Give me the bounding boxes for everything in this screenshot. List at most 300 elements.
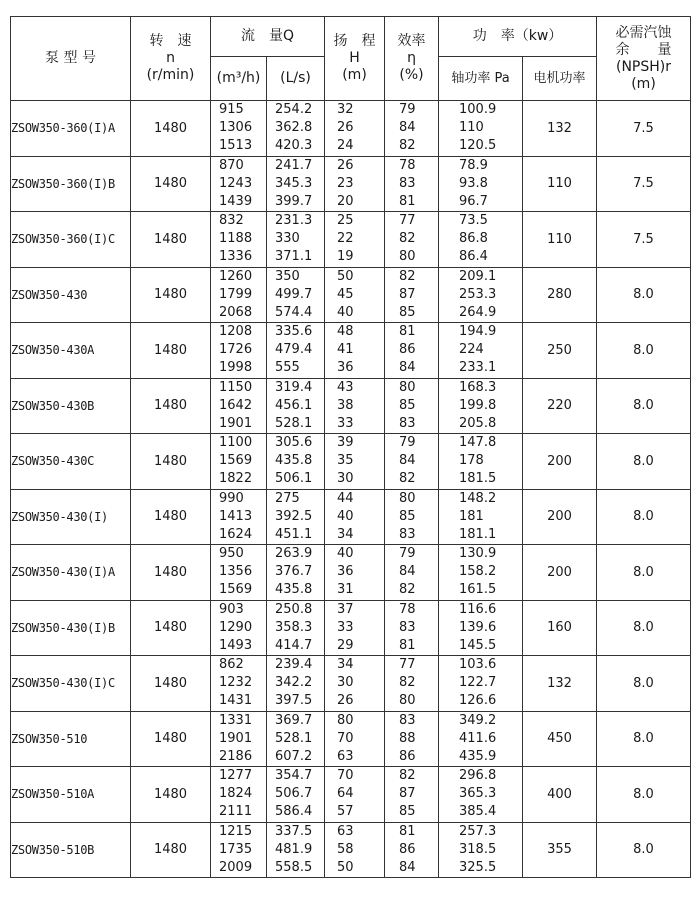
cell-shaft-power-value: 365.3 (459, 786, 497, 802)
cell-efficiency-value: 82 (399, 582, 416, 598)
cell-model: ZSOW350-430(I)C (11, 656, 131, 712)
cell-efficiency-value: 81 (399, 823, 416, 839)
cell-shaft-power (439, 489, 523, 545)
cell-efficiency-value: 82 (399, 231, 416, 247)
header-npsh: 必需汽蚀 余 量 (NPSH)r (m) (597, 17, 691, 101)
cell-flow-m3h-value: 1277 (219, 768, 253, 784)
cell-speed: 1480 (131, 767, 211, 823)
cell-flow-m3h-value: 1439 (219, 193, 253, 209)
cell-shaft-power-value: 257.3 (459, 823, 497, 839)
cell-shaft-power-value: 178 (459, 453, 484, 469)
cell-shaft-power-value: 158.2 (459, 564, 497, 580)
cell-efficiency-value: 86 (399, 342, 416, 358)
cell-shaft-power-value: 264.9 (459, 304, 497, 320)
pump-spec-table (10, 16, 691, 878)
cell-flow-m3h-value: 1150 (219, 379, 253, 395)
cell-flow-ls-value: 358.3 (275, 619, 313, 635)
header-power: 功 率（kw） (439, 17, 597, 57)
cell-flow-m3h-value: 915 (219, 102, 244, 118)
cell-npsh: 8.0 (597, 489, 691, 545)
cell-efficiency-value: 78 (399, 157, 416, 173)
cell-head (325, 378, 385, 434)
cell-flow-m3h-value: 1642 (219, 397, 253, 413)
cell-flow-ls (267, 378, 325, 434)
cell-efficiency-value: 86 (399, 841, 416, 857)
cell-flow-ls-value: 506.1 (275, 471, 313, 487)
cell-flow-m3h-value: 1493 (219, 637, 253, 653)
table-row (11, 267, 691, 323)
cell-shaft-power-value: 100.9 (459, 102, 497, 118)
cell-efficiency-value: 87 (399, 286, 416, 302)
cell-head (325, 323, 385, 379)
cell-efficiency (385, 600, 439, 656)
cell-efficiency-value: 82 (399, 471, 416, 487)
cell-flow-m3h-value: 1188 (219, 231, 253, 247)
cell-model: ZSOW350-430C (11, 434, 131, 490)
cell-efficiency (385, 267, 439, 323)
cell-flow-ls-value: 499.7 (275, 286, 313, 302)
cell-motor-power: 200 (523, 489, 597, 545)
cell-efficiency-value: 83 (399, 526, 416, 542)
header-flow-m3h: (m³/h) (211, 57, 267, 101)
cell-npsh: 7.5 (597, 212, 691, 268)
cell-flow-m3h (211, 656, 267, 712)
cell-motor-power: 200 (523, 434, 597, 490)
cell-flow-ls-value: 337.5 (275, 823, 313, 839)
cell-efficiency-value: 83 (399, 619, 416, 635)
cell-head (325, 656, 385, 712)
cell-shaft-power (439, 212, 523, 268)
cell-head-value: 37 (337, 601, 354, 617)
cell-efficiency-value: 84 (399, 120, 416, 136)
cell-head-value: 25 (337, 213, 354, 229)
cell-head (325, 434, 385, 490)
cell-efficiency-value: 79 (399, 435, 416, 451)
cell-efficiency-value: 80 (399, 249, 416, 265)
cell-head-value: 20 (337, 193, 354, 209)
cell-head (325, 822, 385, 878)
cell-head-value: 36 (337, 564, 354, 580)
table-row (11, 600, 691, 656)
cell-flow-m3h-value: 1100 (219, 435, 253, 451)
cell-shaft-power-value: 145.5 (459, 637, 497, 653)
cell-efficiency-value: 85 (399, 508, 416, 524)
cell-efficiency-value: 85 (399, 304, 416, 320)
cell-flow-ls-value: 376.7 (275, 564, 313, 580)
cell-flow-ls-value: 241.7 (275, 157, 313, 173)
cell-motor-power: 110 (523, 212, 597, 268)
cell-head-value: 57 (337, 804, 354, 820)
cell-motor-power: 355 (523, 822, 597, 878)
cell-model: ZSOW350-430B (11, 378, 131, 434)
cell-npsh: 8.0 (597, 545, 691, 601)
cell-head (325, 101, 385, 157)
cell-flow-ls-value: 451.1 (275, 526, 313, 542)
cell-shaft-power-value: 205.8 (459, 415, 497, 431)
cell-flow-m3h-value: 2009 (219, 859, 253, 875)
header-speed: 转 速 n (r/min) (131, 17, 211, 101)
cell-flow-ls (267, 656, 325, 712)
header-efficiency: 效率 η (%) (385, 17, 439, 101)
cell-flow-m3h-value: 2186 (219, 748, 253, 764)
cell-flow-ls (267, 600, 325, 656)
cell-speed: 1480 (131, 600, 211, 656)
pump-spec-sheet (10, 16, 690, 878)
cell-head-value: 19 (337, 249, 354, 265)
cell-head-value: 40 (337, 508, 354, 524)
cell-efficiency-value: 79 (399, 102, 416, 118)
cell-flow-m3h (211, 434, 267, 490)
cell-head-value: 48 (337, 324, 354, 340)
cell-flow-ls (267, 434, 325, 490)
cell-motor-power: 200 (523, 545, 597, 601)
cell-flow-m3h-value: 1569 (219, 582, 253, 598)
cell-efficiency-value: 79 (399, 546, 416, 562)
cell-flow-m3h (211, 600, 267, 656)
cell-flow-m3h-value: 1513 (219, 138, 253, 154)
cell-flow-m3h-value: 870 (219, 157, 244, 173)
cell-head (325, 600, 385, 656)
cell-shaft-power-value: 385.4 (459, 804, 497, 820)
table-row (11, 212, 691, 268)
cell-model: ZSOW350-360(I)A (11, 101, 131, 157)
table-row (11, 323, 691, 379)
cell-shaft-power (439, 711, 523, 767)
cell-shaft-power (439, 656, 523, 712)
cell-head-value: 43 (337, 379, 354, 395)
cell-shaft-power-value: 296.8 (459, 768, 497, 784)
cell-flow-ls-value: 456.1 (275, 397, 313, 413)
cell-flow-m3h-value: 1624 (219, 526, 253, 542)
cell-efficiency-value: 83 (399, 175, 416, 191)
cell-flow-ls-value: 231.3 (275, 213, 313, 229)
cell-flow-ls-value: 481.9 (275, 841, 313, 857)
cell-shaft-power (439, 101, 523, 157)
table-row (11, 156, 691, 212)
cell-shaft-power-value: 103.6 (459, 657, 497, 673)
cell-model: ZSOW350-430(I)A (11, 545, 131, 601)
cell-npsh: 8.0 (597, 434, 691, 490)
cell-flow-m3h-value: 1215 (219, 823, 253, 839)
cell-speed: 1480 (131, 434, 211, 490)
cell-flow-ls (267, 212, 325, 268)
cell-head-value: 26 (337, 120, 354, 136)
cell-npsh: 8.0 (597, 600, 691, 656)
cell-shaft-power-value: 139.6 (459, 619, 497, 635)
cell-head-value: 24 (337, 138, 354, 154)
cell-efficiency (385, 656, 439, 712)
table-header (11, 17, 691, 101)
cell-head-value: 23 (337, 175, 354, 191)
cell-flow-m3h-value: 1331 (219, 712, 253, 728)
table-row (11, 822, 691, 878)
cell-flow-ls-value: 420.3 (275, 138, 313, 154)
cell-flow-ls-value: 435.8 (275, 582, 313, 598)
cell-speed: 1480 (131, 378, 211, 434)
cell-flow-ls-value: 586.4 (275, 804, 313, 820)
cell-head (325, 767, 385, 823)
cell-speed: 1480 (131, 489, 211, 545)
header-flow-ls: (L/s) (267, 57, 325, 101)
cell-shaft-power-value: 253.3 (459, 286, 497, 302)
cell-flow-ls (267, 767, 325, 823)
cell-shaft-power-value: 122.7 (459, 675, 497, 691)
cell-shaft-power-value: 233.1 (459, 360, 497, 376)
cell-efficiency (385, 212, 439, 268)
cell-efficiency (385, 822, 439, 878)
cell-flow-m3h-value: 1356 (219, 564, 253, 580)
cell-efficiency (385, 489, 439, 545)
cell-flow-ls-value: 330 (275, 231, 300, 247)
cell-flow-ls-value: 558.5 (275, 859, 313, 875)
cell-head-value: 63 (337, 748, 354, 764)
cell-npsh: 8.0 (597, 656, 691, 712)
cell-shaft-power-value: 209.1 (459, 268, 497, 284)
cell-flow-m3h-value: 1998 (219, 360, 253, 376)
cell-flow-m3h-value: 862 (219, 657, 244, 673)
cell-flow-ls-value: 414.7 (275, 637, 313, 653)
cell-flow-ls-value: 555 (275, 360, 300, 376)
cell-flow-ls-value: 362.8 (275, 120, 313, 136)
cell-head-value: 36 (337, 360, 354, 376)
cell-shaft-power-value: 96.7 (459, 193, 488, 209)
cell-head-value: 50 (337, 859, 354, 875)
cell-flow-ls-value: 506.7 (275, 786, 313, 802)
cell-flow-ls-value: 397.5 (275, 693, 313, 709)
cell-flow-ls-value: 305.6 (275, 435, 313, 451)
cell-flow-ls (267, 156, 325, 212)
cell-efficiency-value: 80 (399, 490, 416, 506)
cell-flow-ls-value: 479.4 (275, 342, 313, 358)
cell-speed: 1480 (131, 711, 211, 767)
cell-flow-ls-value: 250.8 (275, 601, 313, 617)
cell-model: ZSOW350-510A (11, 767, 131, 823)
cell-head-value: 80 (337, 712, 354, 728)
cell-speed: 1480 (131, 101, 211, 157)
cell-npsh: 8.0 (597, 767, 691, 823)
cell-shaft-power-value: 325.5 (459, 859, 497, 875)
cell-shaft-power-value: 318.5 (459, 841, 497, 857)
cell-head-value: 63 (337, 823, 354, 839)
cell-flow-m3h (211, 767, 267, 823)
table-row (11, 656, 691, 712)
cell-speed: 1480 (131, 822, 211, 878)
cell-shaft-power-value: 120.5 (459, 138, 497, 154)
cell-shaft-power (439, 767, 523, 823)
cell-efficiency (385, 767, 439, 823)
cell-flow-m3h-value: 1413 (219, 508, 253, 524)
cell-motor-power: 220 (523, 378, 597, 434)
cell-head-value: 29 (337, 637, 354, 653)
cell-head-value: 34 (337, 657, 354, 673)
cell-flow-m3h-value: 1290 (219, 619, 253, 635)
cell-shaft-power (439, 378, 523, 434)
cell-head-value: 58 (337, 841, 354, 857)
cell-flow-m3h (211, 545, 267, 601)
cell-head-value: 33 (337, 619, 354, 635)
cell-shaft-power (439, 822, 523, 878)
header-motor-power: 电机功率 (523, 57, 597, 101)
table-row (11, 378, 691, 434)
cell-shaft-power (439, 267, 523, 323)
cell-shaft-power-value: 161.5 (459, 582, 497, 598)
cell-flow-ls-value: 275 (275, 490, 300, 506)
cell-flow-ls-value: 350 (275, 268, 300, 284)
cell-shaft-power-value: 110 (459, 120, 484, 136)
cell-motor-power: 160 (523, 600, 597, 656)
cell-flow-ls (267, 489, 325, 545)
cell-flow-m3h-value: 1243 (219, 175, 253, 191)
cell-head-value: 41 (337, 342, 354, 358)
cell-head-value: 31 (337, 582, 354, 598)
cell-efficiency-value: 81 (399, 637, 416, 653)
cell-npsh: 7.5 (597, 156, 691, 212)
cell-flow-m3h-value: 1726 (219, 342, 253, 358)
cell-flow-ls (267, 323, 325, 379)
cell-model: ZSOW350-510B (11, 822, 131, 878)
cell-head-value: 35 (337, 453, 354, 469)
cell-npsh: 8.0 (597, 378, 691, 434)
cell-shaft-power-value: 194.9 (459, 324, 497, 340)
cell-head (325, 545, 385, 601)
cell-efficiency (385, 156, 439, 212)
cell-head-value: 22 (337, 231, 354, 247)
cell-shaft-power (439, 323, 523, 379)
cell-head (325, 156, 385, 212)
cell-shaft-power (439, 545, 523, 601)
cell-shaft-power (439, 434, 523, 490)
cell-flow-ls-value: 528.1 (275, 415, 313, 431)
cell-head-value: 38 (337, 397, 354, 413)
cell-model: ZSOW350-430 (11, 267, 131, 323)
cell-efficiency-value: 86 (399, 748, 416, 764)
cell-npsh: 7.5 (597, 101, 691, 157)
cell-head-value: 64 (337, 786, 354, 802)
cell-flow-ls-value: 254.2 (275, 102, 313, 118)
cell-head-value: 26 (337, 693, 354, 709)
cell-flow-m3h-value: 950 (219, 546, 244, 562)
header-flow: 流 量Q (211, 17, 325, 57)
cell-head-value: 26 (337, 157, 354, 173)
cell-efficiency-value: 84 (399, 859, 416, 875)
cell-flow-ls-value: 607.2 (275, 748, 313, 764)
cell-flow-m3h-value: 2111 (219, 804, 253, 820)
cell-shaft-power-value: 116.6 (459, 601, 497, 617)
cell-motor-power: 400 (523, 767, 597, 823)
table-row (11, 767, 691, 823)
cell-flow-m3h (211, 378, 267, 434)
cell-efficiency-value: 88 (399, 730, 416, 746)
cell-flow-m3h-value: 1260 (219, 268, 253, 284)
cell-head-value: 33 (337, 415, 354, 431)
cell-speed: 1480 (131, 267, 211, 323)
cell-flow-m3h (211, 711, 267, 767)
cell-head-value: 70 (337, 730, 354, 746)
cell-flow-ls (267, 101, 325, 157)
cell-efficiency-value: 82 (399, 675, 416, 691)
cell-flow-ls (267, 822, 325, 878)
cell-shaft-power-value: 435.9 (459, 748, 497, 764)
cell-motor-power: 132 (523, 656, 597, 712)
cell-flow-ls-value: 335.6 (275, 324, 313, 340)
cell-flow-ls (267, 545, 325, 601)
cell-head (325, 267, 385, 323)
cell-motor-power: 280 (523, 267, 597, 323)
cell-efficiency-value: 80 (399, 693, 416, 709)
cell-flow-m3h-value: 1735 (219, 841, 253, 857)
cell-head-value: 32 (337, 102, 354, 118)
cell-motor-power: 110 (523, 156, 597, 212)
cell-motor-power: 450 (523, 711, 597, 767)
cell-shaft-power-value: 78.9 (459, 157, 488, 173)
cell-efficiency (385, 323, 439, 379)
cell-flow-m3h-value: 1232 (219, 675, 253, 691)
cell-head-value: 45 (337, 286, 354, 302)
cell-flow-m3h-value: 1901 (219, 415, 253, 431)
cell-efficiency-value: 80 (399, 379, 416, 395)
cell-flow-m3h-value: 903 (219, 601, 244, 617)
cell-efficiency (385, 378, 439, 434)
cell-flow-m3h-value: 1208 (219, 324, 253, 340)
cell-efficiency-value: 84 (399, 453, 416, 469)
cell-model: ZSOW350-360(I)C (11, 212, 131, 268)
cell-head (325, 212, 385, 268)
cell-shaft-power-value: 181 (459, 508, 484, 524)
cell-flow-m3h (211, 323, 267, 379)
table-row (11, 489, 691, 545)
cell-npsh: 8.0 (597, 711, 691, 767)
cell-shaft-power-value: 224 (459, 342, 484, 358)
cell-npsh: 8.0 (597, 822, 691, 878)
cell-head (325, 489, 385, 545)
cell-flow-m3h-value: 832 (219, 213, 244, 229)
cell-flow-ls-value: 369.7 (275, 712, 313, 728)
cell-speed: 1480 (131, 656, 211, 712)
cell-shaft-power-value: 148.2 (459, 490, 497, 506)
cell-efficiency-value: 82 (399, 138, 416, 154)
cell-flow-m3h-value: 1901 (219, 730, 253, 746)
cell-shaft-power-value: 147.8 (459, 435, 497, 451)
cell-flow-m3h-value: 1336 (219, 249, 253, 265)
cell-head-value: 30 (337, 675, 354, 691)
cell-flow-ls (267, 711, 325, 767)
cell-motor-power: 132 (523, 101, 597, 157)
cell-speed: 1480 (131, 323, 211, 379)
header-shaft-power: 轴功率 Pa (439, 57, 523, 101)
cell-flow-ls-value: 342.2 (275, 675, 313, 691)
cell-head-value: 70 (337, 768, 354, 784)
cell-speed: 1480 (131, 545, 211, 601)
cell-efficiency (385, 545, 439, 601)
cell-efficiency-value: 85 (399, 397, 416, 413)
cell-efficiency (385, 101, 439, 157)
table-row (11, 711, 691, 767)
cell-shaft-power (439, 600, 523, 656)
cell-efficiency (385, 434, 439, 490)
cell-flow-m3h (211, 101, 267, 157)
header-head: 扬 程 H (m) (325, 17, 385, 101)
cell-head-value: 30 (337, 471, 354, 487)
cell-flow-m3h-value: 2068 (219, 304, 253, 320)
cell-flow-m3h (211, 822, 267, 878)
cell-model: ZSOW350-510 (11, 711, 131, 767)
cell-npsh: 8.0 (597, 323, 691, 379)
cell-head (325, 711, 385, 767)
cell-efficiency-value: 82 (399, 268, 416, 284)
cell-shaft-power-value: 349.2 (459, 712, 497, 728)
cell-shaft-power-value: 93.8 (459, 175, 488, 191)
cell-shaft-power-value: 86.8 (459, 231, 488, 247)
